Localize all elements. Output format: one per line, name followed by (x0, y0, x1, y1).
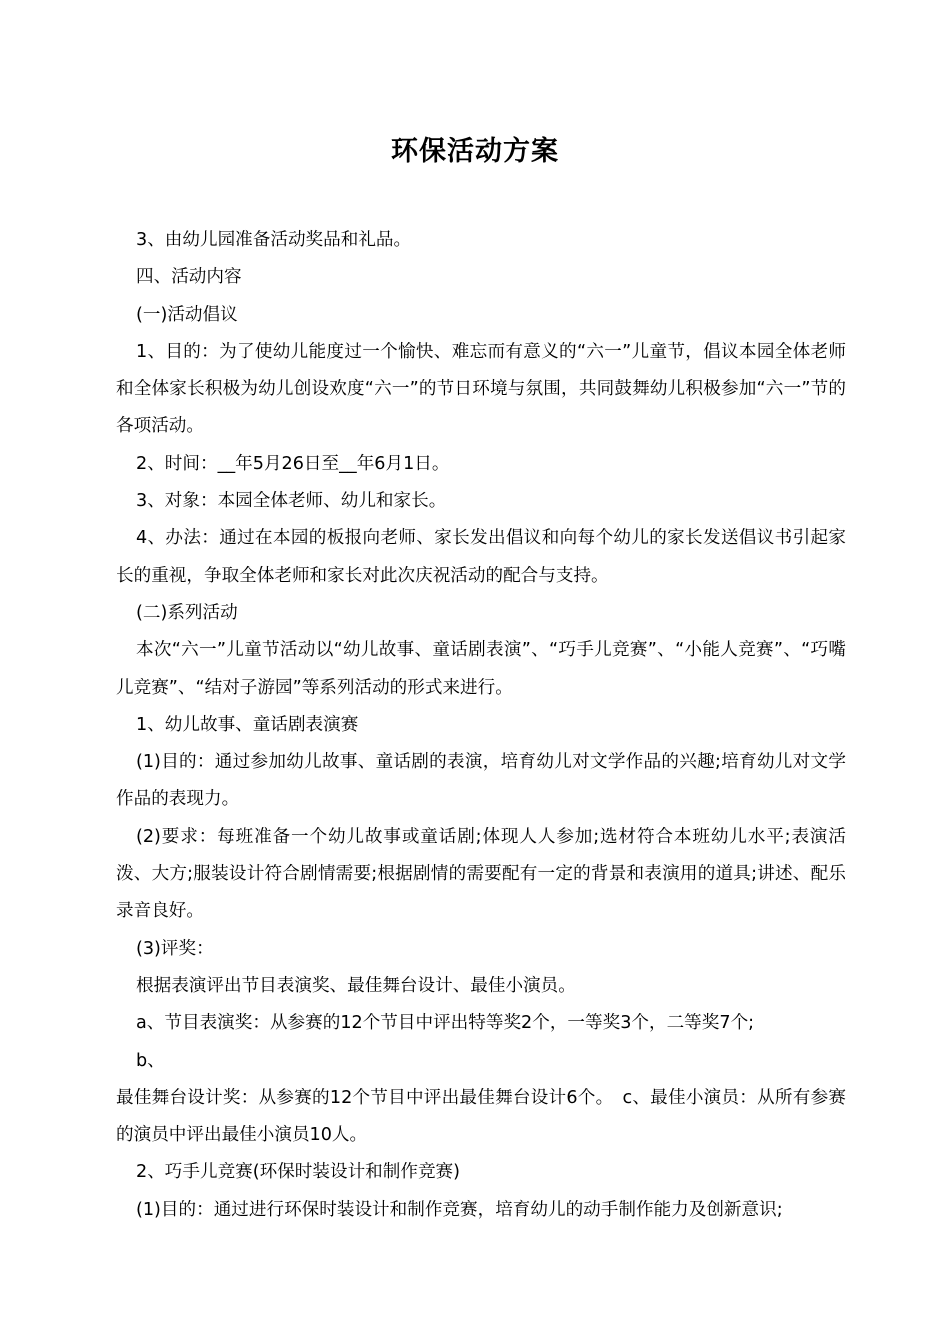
document-title: 环保活动方案 (391, 136, 559, 167)
paragraph-17: 最佳舞台设计奖：从参赛的12个节目中评出最佳舞台设计6个。 c、最佳小演员：从所有参赛的演员中评出最佳小演员10人。 (116, 1087, 846, 1146)
paragraph-3: (一)活动倡议 (136, 304, 238, 325)
paragraph-13: (3)评奖： (136, 938, 214, 959)
paragraph-12: (2)要求：每班准备一个幼儿故事或童话剧;体现人人参加;选材符合本班幼儿水平;表演活泼、大方;服装设计符合剧情需要;根据剧情的需要配有一定的背景和表演用的道具;讲述、配乐录音良好。 (116, 826, 846, 922)
paragraph-7: 4、办法：通过在本园的板报向老师、家长发出倡议和向每个幼儿的家长发送倡议书引起家长的重视，争取全体老师和家长对此次庆祝活动的配合与支持。 (116, 528, 846, 586)
paragraph-14: 根据表演评出节目表演奖、最佳舞台设计、最佳小演员。 (136, 975, 576, 996)
paragraph-11: (1)目的：通过参加幼儿故事、童话剧的表演，培育幼儿对文学作品的兴趣;培育幼儿对文学作品的表现力。 (116, 752, 846, 810)
document-body (116, 222, 846, 1229)
paragraph-15: a、节目表演奖：从参赛的12个节目中评出特等奖2个，一等奖3个，二等奖7个; (136, 1013, 755, 1034)
paragraph-9: 本次“六一”儿童节活动以“幼儿故事、童话剧表演”、“巧手儿竞赛”、“小能人竞赛”、“巧嘴儿竞赛”、“结对子游园”等系列活动的形式来进行。 (116, 640, 846, 698)
paragraph-4: 1、目的：为了使幼儿能度过一个愉快、难忘而有意义的“六一”儿童节，倡议本园全体老师和全体家长积极为幼儿创设欢度“六一”的节日环境与氛围，共同鼓舞幼儿积极参加“六一”节的各项活动。 (116, 341, 846, 437)
paragraph-6: 3、对象：本园全体老师、幼儿和家长。 (136, 491, 447, 512)
paragraph-19: (1)目的：通过进行环保时装设计和制作竞赛，培育幼儿的动手制作能力及创新意识; (136, 1199, 783, 1220)
paragraph-16: b、 (136, 1050, 165, 1071)
paragraph-1: 3、由幼儿园准备活动奖品和礼品。 (136, 230, 412, 250)
paragraph-8: (二)系列活动 (136, 602, 238, 623)
paragraph-10: 1、幼儿故事、童话剧表演赛 (136, 714, 359, 735)
paragraph-2: 四、活动内容 (136, 267, 242, 288)
paragraph-18: 2、巧手儿竞赛(环保时装设计和制作竞赛) (136, 1162, 461, 1183)
paragraph-5: 2、时间：__年5月26日至__年6月1日。 (136, 453, 450, 474)
